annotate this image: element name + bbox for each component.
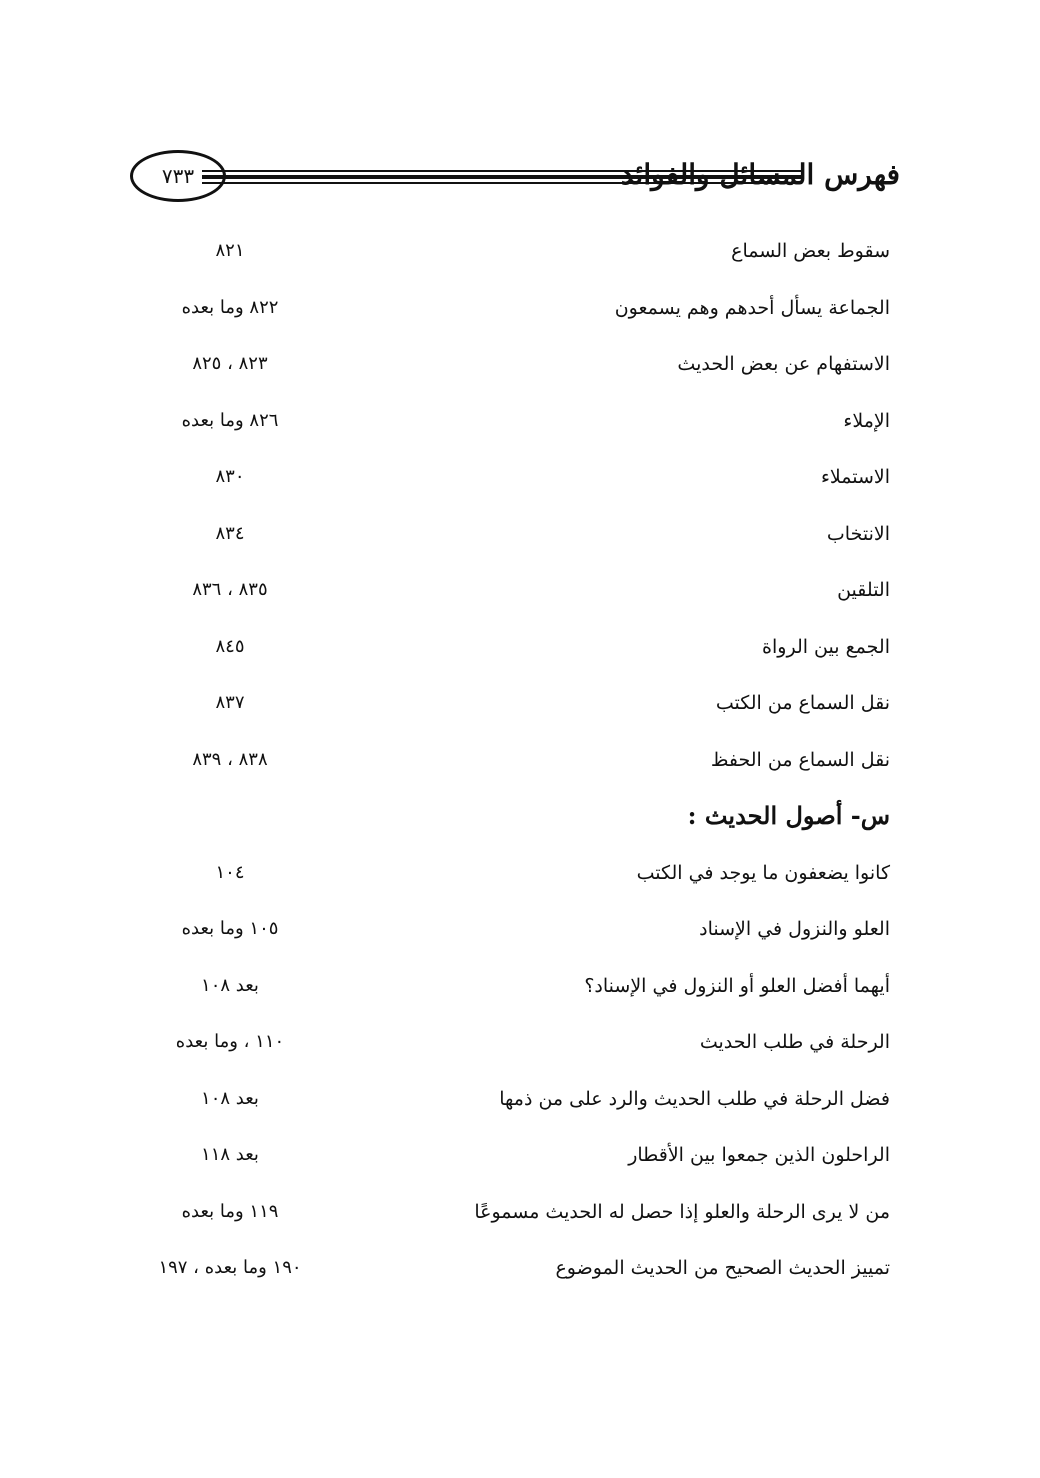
- entry-label: الاستملاء: [820, 466, 890, 488]
- entry-pages: بعد ١٠٨: [201, 974, 259, 996]
- entry-label: سقوط بعض السماع: [731, 240, 890, 262]
- index-entry: [0, 1245, 1040, 1302]
- entry-label: التلقين: [837, 579, 890, 601]
- entry-pages: ١١٠ ، وما بعده: [175, 1031, 285, 1052]
- index-entry: [0, 511, 1040, 568]
- entry-label: نقل السماع من الكتب: [715, 692, 890, 714]
- page-title: فهرس المسائل والفوائد: [620, 158, 900, 191]
- entry-pages: ٨٣٧: [215, 692, 245, 713]
- index-entry: [0, 737, 1040, 794]
- entry-label: تمييز الحديث الصحيح من الحديث الموضوع: [555, 1257, 890, 1279]
- entry-pages: ٨٤٥: [215, 635, 245, 657]
- entry-label: الاستفهام عن بعض الحديث: [677, 353, 890, 375]
- entry-label: الجماعة يسأل أحدهم وهم يسمعون: [614, 296, 890, 319]
- entry-label: من لا يرى الرحلة والعلو إذا حصل له الحديث مسموعًا: [474, 1200, 890, 1223]
- index-entry: [0, 1189, 1040, 1246]
- page-number: ٧٣٣: [161, 164, 195, 188]
- entry-pages: ٨٣٨ ، ٨٣٩: [192, 748, 268, 770]
- entry-pages: ١٠٤: [215, 861, 245, 883]
- entry-pages: ٨٢٣ ، ٨٢٥: [192, 353, 268, 374]
- index-entry: [0, 624, 1040, 681]
- section-heading: [0, 793, 1040, 850]
- index-entry: [0, 850, 1040, 907]
- index-entry: [0, 963, 1040, 1020]
- entry-pages: ٨٢١: [215, 240, 245, 261]
- index-entry: [0, 341, 1040, 398]
- entry-label: العلو والنزول في الإسناد: [699, 918, 890, 940]
- page-header: [130, 150, 900, 210]
- entry-label: الإملاء: [843, 409, 890, 432]
- index-entry: [0, 1019, 1040, 1076]
- section-heading-label: س- أصول الحديث :: [687, 801, 890, 830]
- index-entry: [0, 906, 1040, 963]
- entry-pages: ١٠٥ وما بعده: [181, 918, 279, 939]
- entry-label: أيهما أفضل العلو أو النزول في الإسناد؟: [584, 974, 890, 997]
- index-entry: [0, 285, 1040, 342]
- index-entry: [0, 680, 1040, 737]
- entry-pages: ٨٣٤: [215, 522, 245, 544]
- entry-pages: ٨٢٢ وما بعده: [181, 296, 279, 318]
- entry-label: الانتخاب: [826, 522, 890, 545]
- entry-label: فضل الرحلة في طلب الحديث والرد على من ذمها: [499, 1087, 890, 1110]
- entry-label: كانوا يضعفون ما يوجد في الكتب: [636, 861, 890, 884]
- index-list: [0, 228, 1040, 1302]
- index-entry: [0, 1076, 1040, 1133]
- entry-label: الرحلة في طلب الحديث: [699, 1031, 890, 1053]
- entry-pages: بعد ١١٨: [201, 1144, 259, 1165]
- index-entry: [0, 228, 1040, 285]
- index-entry: [0, 567, 1040, 624]
- index-entry: [0, 1132, 1040, 1189]
- index-entry: [0, 398, 1040, 455]
- entry-pages: ٨٣٥ ، ٨٣٦: [192, 579, 268, 600]
- index-entry: [0, 454, 1040, 511]
- entry-pages: ١٩٠ وما بعده ، ١٩٧: [158, 1257, 302, 1278]
- entry-label: الجمع بين الرواة: [762, 635, 890, 658]
- entry-pages: ١١٩ وما بعده: [181, 1200, 279, 1222]
- entry-label: الراحلون الذين جمعوا بين الأقطار: [628, 1144, 890, 1166]
- entry-pages: ٨٢٦ وما بعده: [181, 409, 279, 431]
- entry-pages: بعد ١٠٨: [201, 1087, 259, 1109]
- entry-pages: ٨٣٠: [215, 466, 245, 487]
- entry-label: نقل السماع من الحفظ: [710, 748, 890, 771]
